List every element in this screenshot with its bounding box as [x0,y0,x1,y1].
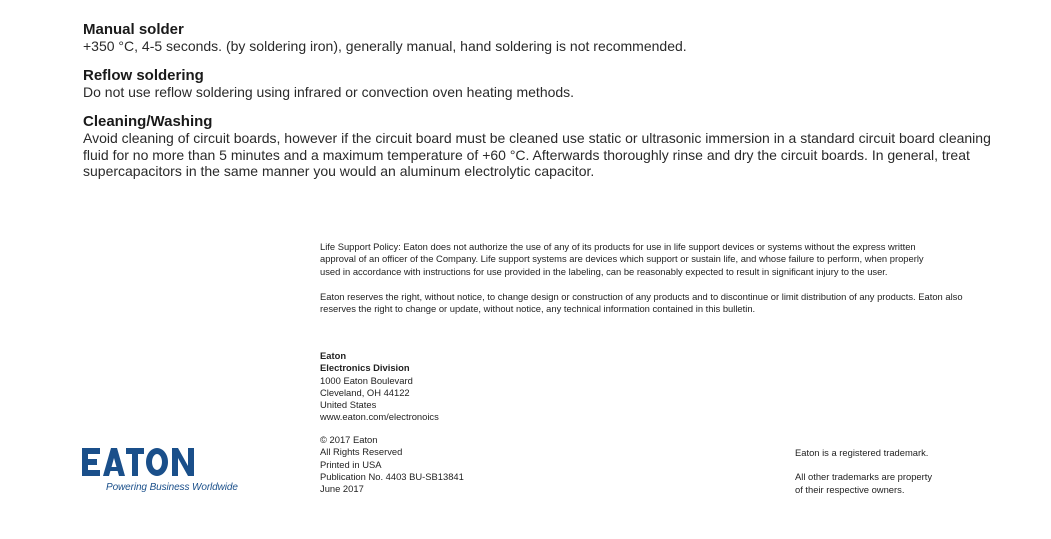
cleaning-washing-heading: Cleaning/Washing [83,113,213,130]
eaton-logo [82,446,238,496]
reflow-soldering-section [83,68,1018,101]
publication-number: Publication No. 4403 BU-SB13841 [320,470,464,482]
company-name: Eaton [320,350,347,361]
notice-line: reserves the right to change or update, without notice, any technical information contained in this bulletin. [320,303,756,315]
logo-tagline: Powering Business Worldwide [106,482,238,493]
city-address: Cleveland, OH 44122 [320,386,410,398]
rights-line: All Rights Reserved [320,446,403,458]
street-address: 1000 Eaton Boulevard [320,374,413,386]
website-link[interactable]: www.eaton.com/electronoics [320,411,439,423]
copyright-block [320,434,570,495]
country: United States [320,399,377,411]
manual-solder-heading: Manual solder [83,21,184,38]
eaton-wordmark-icon [82,446,194,478]
cleaning-washing-text: Avoid cleaning of circuit boards, however if the circuit board must be cleaned use static or ultrasonic immersion in a standard circuit board cleaning fluid for no more than 5 minutes and a maximum temperature of +60 °C. Afterwards thoroughly rinse and dry the circuit boards. In general, treat supercapacitors in the same manner you would an aluminum electrolytic capacitor. [83,130,991,179]
notice-line: Eaton reserves the right, without notice, to change design or construction of any products and to discontinue or limit distribution of any products. Eaton also [320,291,963,302]
copyright-line: © 2017 Eaton [320,434,378,445]
company-address [320,350,570,424]
policy-line: used in accordance with instructions for use provided in the labeling, can be reasonably expected to result in significant injury to the user. [320,265,888,277]
reflow-soldering-text: Do not use reflow soldering using infrared or convection oven heating methods. [83,84,575,100]
division-name: Electronics Division [320,362,410,374]
trademark-notice [795,447,1025,496]
other-trademarks-text: of their respective owners. [795,483,905,495]
life-support-policy [320,241,1032,278]
cleaning-washing-section [83,114,1018,180]
policy-line: Life Support Policy: Eaton does not authorize the use of any of its products for use in life support devices or systems without the express written [320,241,916,252]
manual-solder-text: +350 °C, 4-5 seconds. (by soldering iron), generally manual, hand soldering is not recommended. [83,38,687,54]
rights-reserved-notice [320,291,1032,316]
reflow-soldering-heading: Reflow soldering [83,67,204,84]
policy-line: approval of an officer of the Company. Life support systems are devices which support or sustain life, and whose failure to perform, when properly [320,253,924,265]
printed-line: Printed in USA [320,458,382,470]
registered-trademark-text: Eaton is a registered trademark. [795,447,929,458]
manual-solder-section [83,22,1018,55]
other-trademarks-text: All other trademarks are property [795,471,933,483]
publication-date: June 2017 [320,483,364,495]
